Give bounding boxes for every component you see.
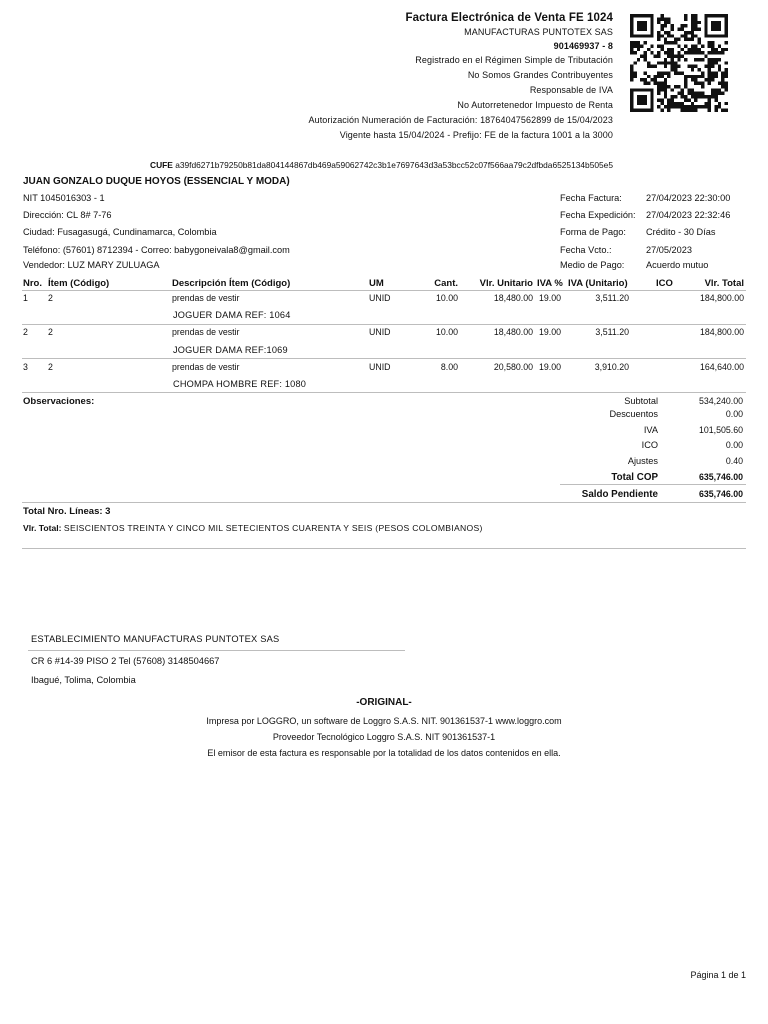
row-divider [22,358,746,359]
row-iva-unit: 3,511.20 [595,327,629,337]
invoice-date-value: 27/04/2023 22:30:00 [646,193,731,203]
row-qty: 8.00 [440,362,458,372]
ico-total-label: ICO [641,440,658,450]
establishment-rule [28,650,405,651]
col-header-ico: ICO [656,278,673,289]
contributor-line: No Somos Grandes Contribuyentes [467,70,613,80]
row-nro: 2 [23,327,28,337]
balance-due-value: 635,746.00 [698,489,743,499]
establishment-name: ESTABLECIMIENTO MANUFACTURAS PUNTOTEX SAS [31,634,280,644]
payment-method-label: Medio de Pago: [560,260,625,270]
adjustments-label: Ajustes [627,456,658,466]
col-header-description: Descripción Ítem (Código) [172,278,291,289]
balance-due-label: Saldo Pendiente [581,489,658,500]
customer-phone-email: Teléfono: (57601) 8712394 - Correo: babygoneivala8@gmail.com [23,245,290,255]
row-subdescription: CHOMPA HOMBRE REF: 1080 [173,379,307,389]
row-description: prendas de vestir [172,327,240,337]
customer-city: Ciudad: Fusagasugá, Cundinamarca, Colombia [23,227,217,237]
table-header-rule [22,290,746,291]
disclaimer-line: El emisor de esta factura es responsable por la totalidad de los datos contenidos en ella. [207,748,561,758]
discounts-label: Descuentos [609,409,658,419]
col-header-item: Ítem (Código) [48,278,110,289]
col-header-qty: Cant. [434,278,458,289]
total-cop-value: 635,746.00 [698,472,743,482]
col-header-total: Vlr. Total [704,278,744,289]
col-header-um: UM [369,278,384,289]
row-iva-unit: 3,910.20 [594,362,629,372]
tech-provider-line: Proveedor Tecnológico Loggro S.A.S. NIT 901361537-1 [272,732,496,742]
row-qty: 10.00 [435,293,458,303]
qr-code-icon [629,14,729,112]
iva-responsible-line: Responsable de IVA [529,85,613,95]
row-nro: 3 [23,362,28,372]
amount-in-words-label: Vlr. Total: [23,523,62,533]
iva-total-value: 101,505.60 [698,425,743,435]
total-lines: Total Nro. Líneas: 3 [23,506,111,517]
authorization-line: Autorización Numeración de Facturación: 18764047562899 de 15/04/2023 [308,115,613,125]
customer-name: JUAN GONZALO DUQUE HOYOS (ESSENCIAL Y MODA) [23,176,290,187]
total-cop-label: Total COP [611,472,658,483]
row-um: UNID [369,362,391,372]
row-item-code: 2 [48,293,53,303]
payment-form-value: Crédito - 30 Días [646,227,716,237]
customer-nit: NIT 1045016303 - 1 [23,193,105,203]
subtotal-value: 534,240.00 [698,396,743,406]
row-total: 184,800.00 [699,327,744,337]
due-date-value: 27/05/2023 [646,245,692,255]
original-label: -ORIGINAL- [356,697,412,708]
row-subdescription: JOGUER DAMA REF: 1064 [173,310,291,320]
row-total: 184,800.00 [699,293,744,303]
row-um: UNID [369,293,391,303]
ico-total-value: 0.00 [725,440,743,450]
withholding-line: No Autorretenedor Impuesto de Renta [457,100,613,110]
payment-method-value: Acuerdo mutuo [646,260,709,270]
row-subdescription: JOGUER DAMA REF:1069 [173,345,288,355]
row-nro: 1 [23,293,28,303]
row-unit-price: 18,480.00 [493,327,533,337]
row-divider [22,392,746,393]
issuer-company: MANUFACTURAS PUNTOTEX SAS [464,27,613,37]
row-divider [22,324,746,325]
establishment-address: CR 6 #14-39 PISO 2 Tel (57608) 3148504667 [31,656,220,666]
row-description: prendas de vestir [172,362,240,372]
subtotal-label: Subtotal [624,396,658,406]
col-header-unit-price: Vlr. Unitario [479,278,533,289]
validity-line: Vigente hasta 15/04/2024 - Prefijo: FE de la factura 1001 a la 3000 [339,130,613,140]
totals-rule [560,484,746,485]
regime-line: Registrado en el Régimen Simple de Tributación [415,55,613,65]
row-qty: 10.00 [435,327,458,337]
due-date-label: Fecha Vcto.: [560,245,612,255]
page-number: Página 1 de 1 [690,970,746,980]
row-iva-pct: 19.00 [539,362,562,372]
issue-date-value: 27/04/2023 22:32:46 [646,210,731,220]
amount-in-words-text: SEISCIENTOS TREINTA Y CINCO MIL SETECIENTOS CUARENTA Y SEIS (PESOS COLOMBIANOS) [63,523,483,533]
customer-address: Dirección: CL 8# 7-76 [23,210,112,220]
row-total: 164,640.00 [699,362,744,372]
cufe-line [150,160,613,170]
iva-total-label: IVA [643,425,658,435]
invoice-title: Factura Electrónica de Venta FE 1024 [405,12,613,24]
issue-date-label: Fecha Expedición: [560,210,636,220]
cufe-label: CUFE [150,160,173,170]
cufe-value: a39fd6271b79250b81da804144867db469a59062742c3b1e7697643d3a53bcc52c07f566aa79c2dfbda6525134b505e5 [175,160,613,170]
row-description: prendas de vestir [172,293,240,303]
row-um: UNID [369,327,391,337]
section-rule [22,548,746,549]
payment-form-label: Forma de Pago: [560,227,626,237]
printed-by-line: Impresa por LOGGRO, un software de Loggro S.A.S. NIT. 901361537-1 www.loggro.com [206,716,562,726]
observations-label: Observaciones: [23,396,95,407]
row-iva-unit: 3,511.20 [595,293,629,303]
establishment-city: Ibagué, Tolima, Colombia [31,675,136,685]
row-unit-price: 18,480.00 [493,293,533,303]
row-iva-pct: 19.00 [539,293,562,303]
adjustments-value: 0.40 [725,456,743,466]
discounts-value: 0.00 [725,409,743,419]
row-item-code: 2 [48,327,53,337]
row-unit-price: 20,580.00 [493,362,533,372]
col-header-nro: Nro. [23,278,42,289]
row-iva-pct: 19.00 [539,327,562,337]
summary-rule [22,502,746,503]
invoice-date-label: Fecha Factura: [560,193,622,203]
issuer-nit: 901469937 - 8 [553,41,613,51]
amount-in-words [23,523,483,533]
row-item-code: 2 [48,362,53,372]
col-header-iva-pct: IVA % [537,278,563,289]
col-header-iva-unit: IVA (Unitario) [568,278,628,289]
customer-seller: Vendedor: LUZ MARY ZULUAGA [23,260,160,270]
